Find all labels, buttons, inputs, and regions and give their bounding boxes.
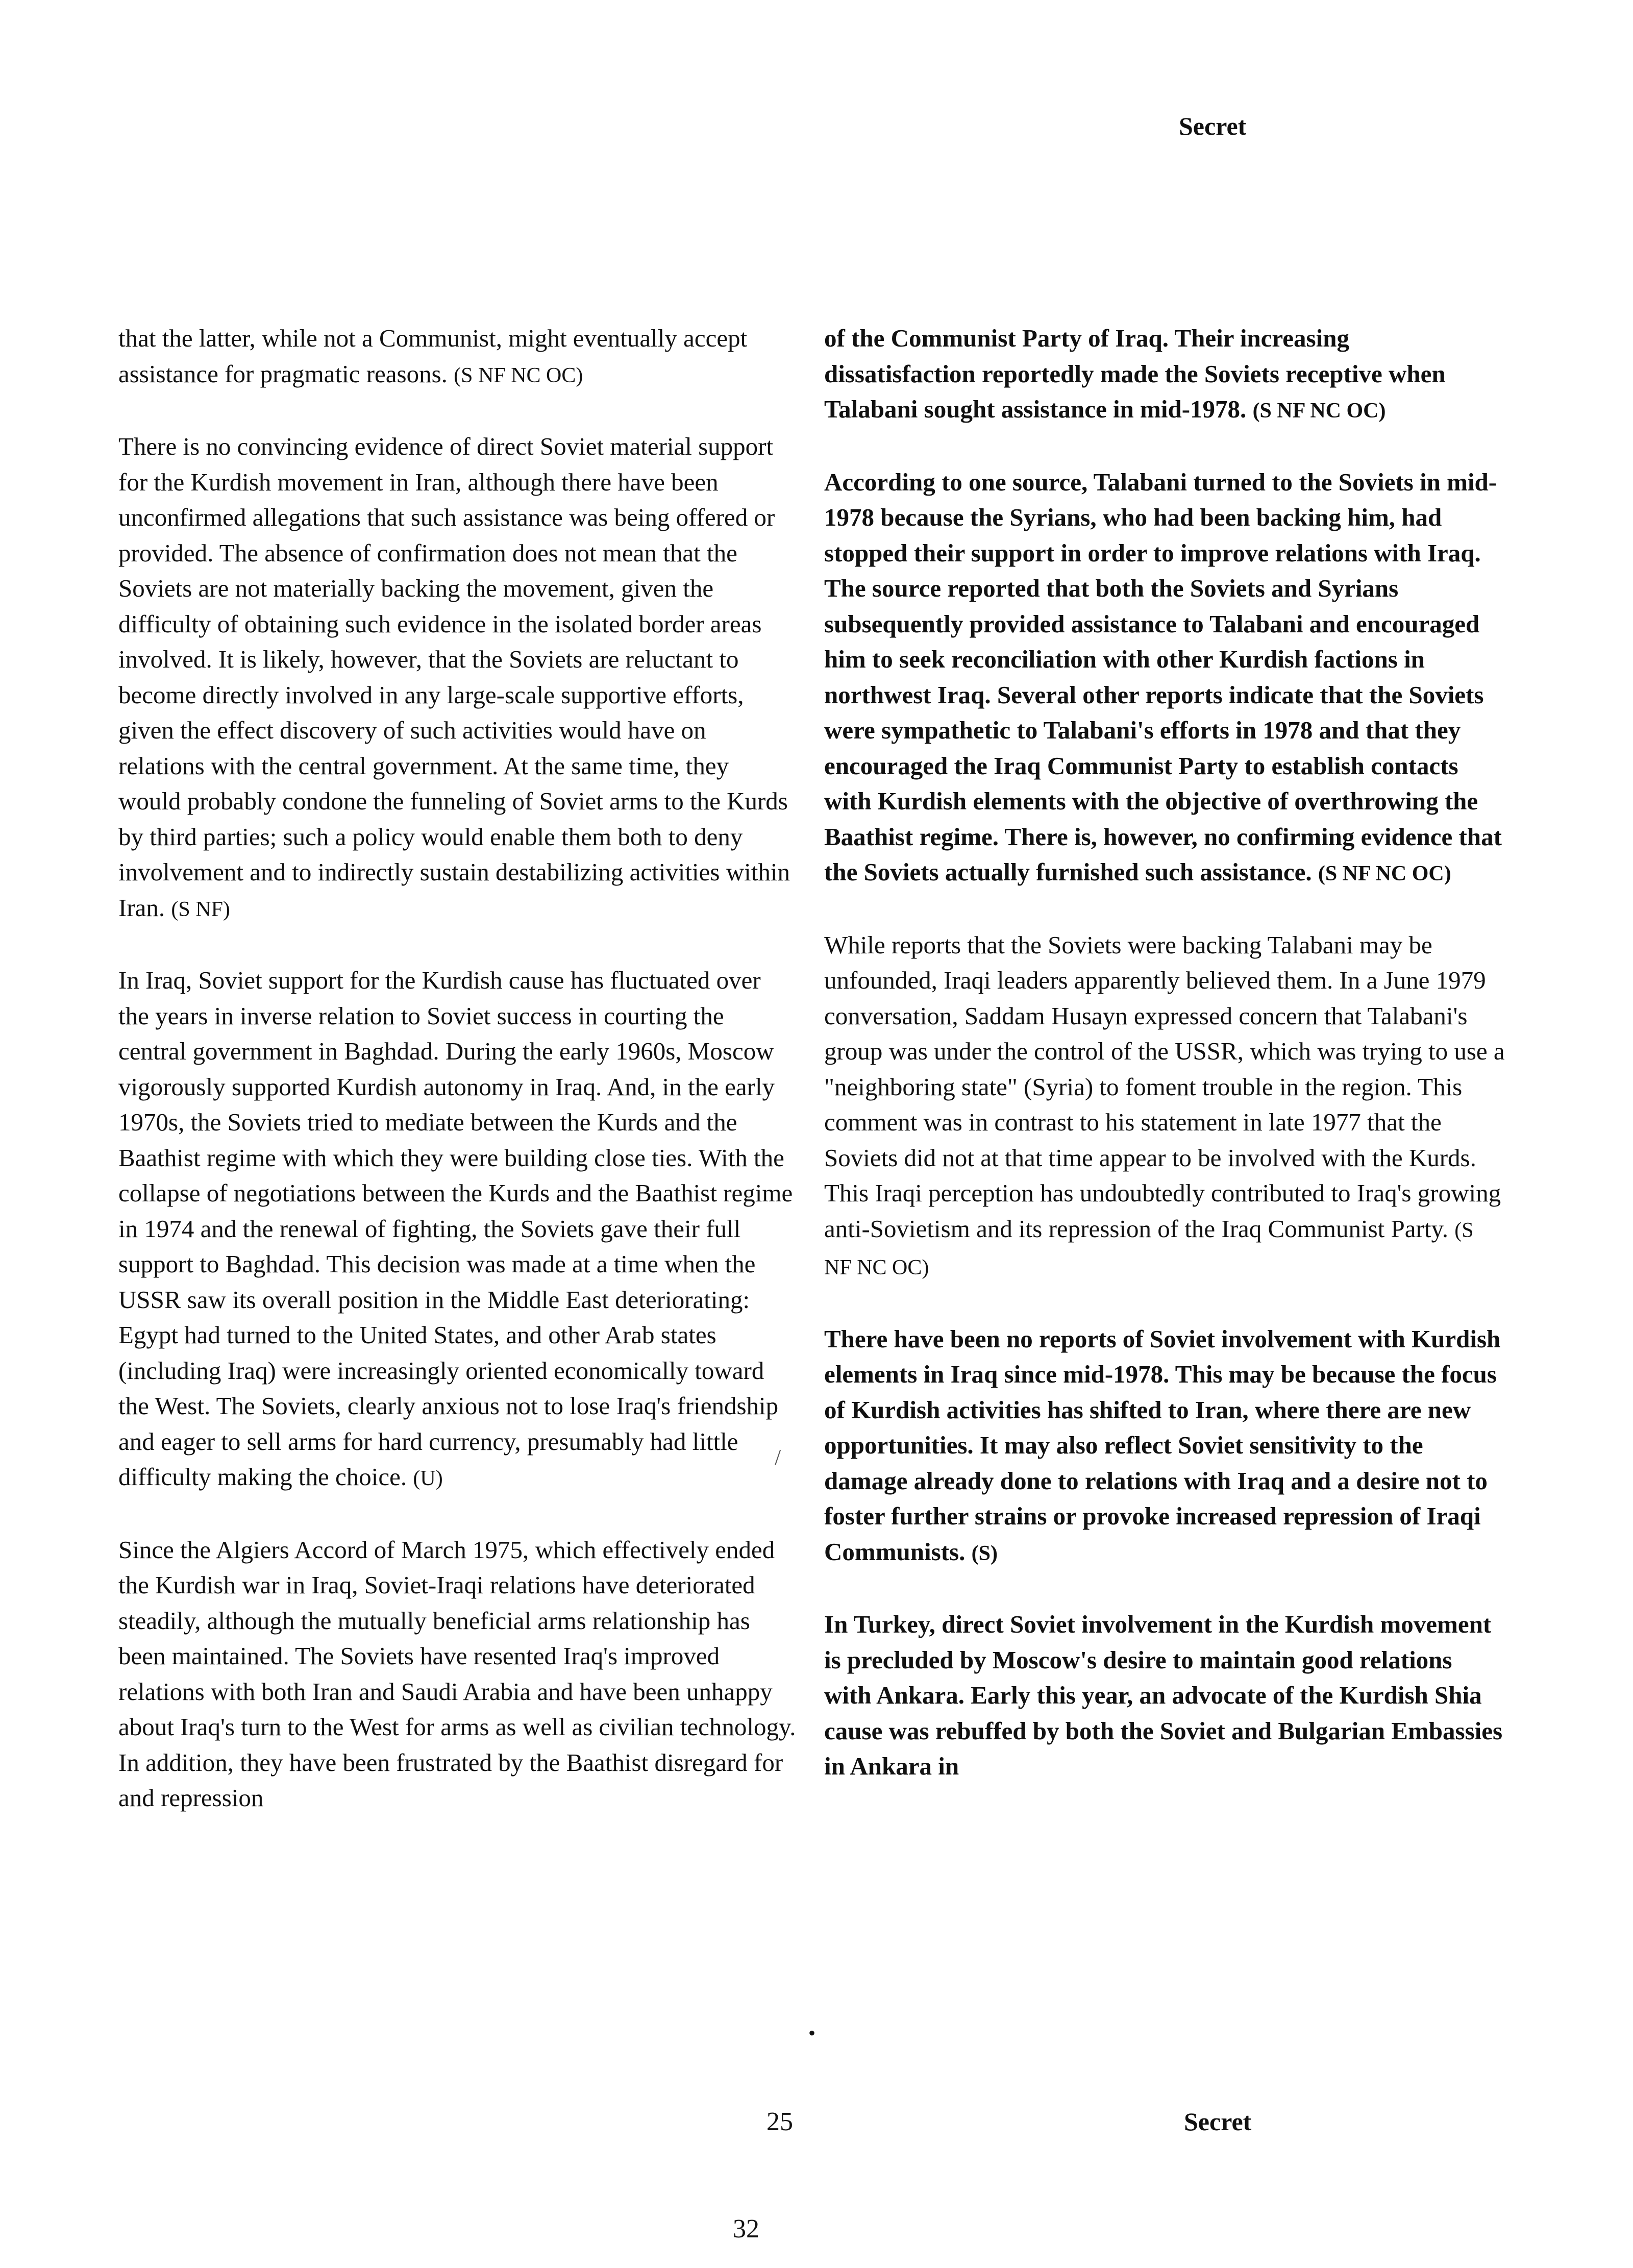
margin-dot-icon: • xyxy=(808,2022,816,2044)
left-column xyxy=(118,321,797,1851)
right-paragraph-1 xyxy=(824,321,1505,429)
paragraph-text: There is no convincing evidence of direct Soviet material support for the Kurdish movement in Iran, although there have been unconfirmed allegations that such assistance was being offered or provided. The absence of confirmation does not mean that the Soviets are not materially backing the movement, given the difficulty of obtaining such evidence in the isolated border areas involved. It is likely, however, that the Soviets are reluctant to become directly involved in any large-scale supportive efforts, given the effect discovery of such activities would have on relations with the central government. At the same time, they would probably condone the funneling of Soviet arms to the Kurds by third parties; such a policy would enable them both to deny involvement and to indirectly sustain destabilizing activities within Iran. xyxy=(118,432,790,922)
paragraph-text: There have been no reports of Soviet involvement with Kurdish elements in Iraq since mid-1978. This may be because the focus of Kurdish activities has shifted to Iran, where there are new opportunities. It may also reflect Soviet sensitivity to the damage already done to relations with Iraq and a desire not to foster further strains or provoke increased repression of Iraqi Communists. xyxy=(824,1324,1501,1566)
paragraph-text: of the Communist Party of Iraq. Their increasing dissatisfaction reportedly made the Soviets receptive when Talabani sought assistance in mid-1978. xyxy=(824,324,1446,423)
left-paragraph-3 xyxy=(118,963,797,1497)
right-column xyxy=(824,321,1505,1819)
paragraph-text: According to one source, Talabani turned to the Soviets in mid-1978 because the Syrians, who had been backing him, had stopped their support in order to improve relations with Iraq. The source reported that both the Soviets and Syrians subsequently provided assistance to Talabani and encouraged him to seek reconciliation with other Kurdish factions in northwest Iraq. Several other reports indicate that the Soviets were sympathetic to Talabani's efforts in 1978 and that they encouraged the Iraq Communist Party to establish contacts with Kurdish elements with the objective of overthrowing the Baathist regime. There is, however, no confirming evidence that the Soviets actually furnished such assistance. xyxy=(824,467,1502,886)
classification-marking: (U) xyxy=(413,1467,443,1490)
right-paragraph-2 xyxy=(824,464,1505,892)
stray-scan-mark-icon: / xyxy=(775,1445,781,1470)
right-paragraph-5 xyxy=(824,1607,1505,1784)
right-paragraph-3 xyxy=(824,927,1505,1286)
classification-marking: (S) xyxy=(971,1541,998,1565)
classification-marking: (S NF NC OC) xyxy=(824,1218,1474,1279)
classification-marking: (S NF NC OC) xyxy=(454,363,583,387)
left-paragraph-1 xyxy=(118,321,797,393)
paragraph-text: that the latter, while not a Communist, might eventually accept assistance for pragmatic reasons. xyxy=(118,324,748,388)
sequence-number: 32 xyxy=(733,2214,759,2244)
left-paragraph-2 xyxy=(118,429,797,927)
paragraph-text: Since the Algiers Accord of March 1975, which effectively ended the Kurdish war in Iraq, Soviet-Iraqi relations have deteriorated steadily, although the mutually beneficial arms relationship has been maintained. The Soviets have resented Iraq's improved relations with both Iran and Saudi Arabia and have been unhappy about Iraq's turn to the West for arms as well as civilian technology. In addition, they have been frustrated by the Baathist disregard for and repression xyxy=(118,1535,796,1812)
header-classification: Secret xyxy=(1179,112,1247,140)
left-paragraph-4 xyxy=(118,1532,797,1816)
right-paragraph-4 xyxy=(824,1321,1505,1572)
classification-marking: (S NF NC OC) xyxy=(1252,399,1386,423)
paragraph-text: In Turkey, direct Soviet involvement in the Kurdish movement is precluded by Moscow's desire to maintain good relations with Ankara. Early this year, an advocate of the Kurdish Shia cause was rebuffed by both the Soviet and Bulgarian Embassies in Ankara in xyxy=(824,1610,1503,1780)
page-number: 25 xyxy=(766,2107,793,2136)
paragraph-text: In Iraq, Soviet support for the Kurdish cause has fluctuated over the years in inverse relation to Soviet success in courting the central government in Baghdad. During the early 1960s, Moscow vigorously supported Kurdish autonomy in Iraq. And, in the early 1970s, the Soviets tried to mediate between the Kurds and the Baathist regime with which they were building close ties. With the collapse of negotiations between the Kurds and the Baathist regime in 1974 and the renewal of fighting, the Soviets gave their full support to Baghdad. This decision was made at a time when the USSR saw its overall position in the Middle East deteriorating: Egypt had turned to the United States, and other Arab states (including Iraq) were increasingly oriented economically toward the West. The Soviets, clearly anxious not to lose Iraq's friendship and eager to sell arms for hard currency, presumably had little difficulty making the choice. xyxy=(118,966,793,1491)
classification-marking: (S NF) xyxy=(171,897,230,921)
paragraph-text: While reports that the Soviets were backing Talabani may be unfounded, Iraqi leaders apparently believed them. In a June 1979 conversation, Saddam Husayn expressed concern that Talabani's group was under the control of the USSR, which was trying to use a "neighboring state" (Syria) to foment trouble in the region. This comment was in contrast to his statement in late 1977 that the Soviets did not at that time appear to be involved with the Kurds. This Iraqi perception has undoubtedly contributed to Iraq's growing anti-Sovietism and its repression of the Iraq Communist Party. xyxy=(824,930,1505,1243)
classification-marking: (S NF NC OC) xyxy=(1318,862,1451,885)
footer-classification: Secret xyxy=(1184,2107,1252,2136)
